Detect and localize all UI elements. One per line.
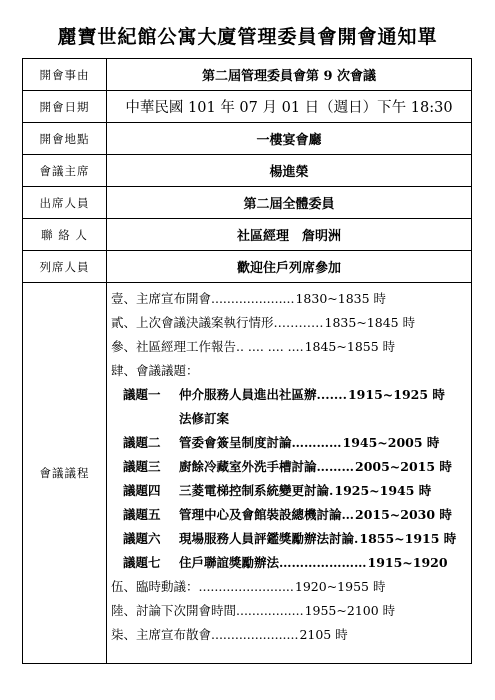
agenda-issue-continuation [111,409,471,433]
leader-dots: ………………… [279,555,367,570]
field-value-date: 中華民國 101 年 07 月 01 日（週日）下午 18:30 [107,91,472,123]
agenda-item-text: 壹、主席宣布開會 [111,291,212,306]
leader-dots: ………… [273,315,324,330]
field-label-observers: 列席人員 [23,251,107,283]
leader-dots: ………… [291,435,342,450]
issue-text: 仲介服務人員進出社區辦 [179,387,317,402]
agenda-issue [111,553,471,577]
table-row [23,123,472,155]
agenda-item-time: 1845~1855 時 [304,339,396,354]
issue-time: 1855~1915 時 [359,531,457,546]
agenda-issue [111,433,471,457]
table-row [23,283,472,664]
leader-dots: . [354,531,359,546]
issue-label: 議題一 [123,387,161,402]
field-label-attendees: 出席人員 [23,187,107,219]
leader-dots: ....... [316,387,347,402]
field-value-observers: 歡迎住戶列席參加 [107,251,472,283]
leader-dots: ................. [236,603,304,618]
issue-text: 管委會簽呈制度討論 [179,435,292,450]
field-value-contact: 社區經理 詹明洲 [107,219,472,251]
issue-time: 2015~2030 時 [355,507,452,522]
agenda-issue [111,481,471,505]
agenda-item [111,313,471,337]
agenda-item [111,601,471,625]
agenda-item [111,577,471,601]
issue-label: 議題二 [123,435,161,450]
issue-label: 議題七 [123,555,161,570]
issue-text: 管理中心及會館裝設總機討論 [179,507,342,522]
table-row [23,59,472,91]
agenda-item-text: 肆、會議議題： [111,363,199,378]
agenda-item-time: 1955~2100 時 [304,603,396,618]
page-title: 麗寶世紀館公寓大廈管理委員會開會通知單 [57,26,438,48]
leader-dots: . [329,483,334,498]
field-label-subject: 開會事由 [23,59,107,91]
field-label-agenda: 會議議程 [23,283,107,664]
leader-dots: .. .... .... .... [236,339,304,354]
agenda-item-time: 1920~1955 時 [294,579,386,594]
field-label-location: 開會地點 [23,123,107,155]
agenda-issue [111,457,471,481]
table-row [23,251,472,283]
issue-time: 1945~2005 時 [342,435,440,450]
field-value-attendees: 第二屆全體委員 [107,187,472,219]
field-label-contact: 聯 絡 人 [23,219,107,251]
issue-label: 議題五 [123,507,161,522]
agenda-item [111,337,471,361]
leader-dots: ........................ [198,579,294,594]
issue-time: 1915~1925 時 [347,387,445,402]
agenda-item-time: 2105 時 [299,627,348,642]
agenda-item-text: 陸、討論下次開會時間 [111,603,237,618]
issue-label: 議題六 [123,531,161,546]
issue-label: 議題四 [123,483,161,498]
agenda-item-text: 貳、上次會議決議案執行情形 [111,315,274,330]
agenda-item [111,361,471,385]
issue-time: 1915~1920 [367,555,448,570]
leader-dots: ……… [316,459,355,474]
agenda-item-time: 1830~1835 時 [295,291,387,306]
issue-text: 三菱電梯控制系統變更討論 [179,483,330,498]
agenda-item-text: 柒、主席宣布散會 [111,627,212,642]
agenda-cell [107,283,472,664]
leader-dots: … [341,507,355,522]
field-value-chair: 楊進榮 [107,155,472,187]
agenda-item-text: 伍、臨時動議： [111,579,199,594]
agenda-item-time: 1835~1845 時 [324,315,416,330]
field-label-date: 開會日期 [23,91,107,123]
issue-text-continued: 法修訂案 [179,411,230,426]
leader-dots: ...................... [211,627,299,642]
notice-table [22,58,472,664]
table-row [23,155,472,187]
agenda-list [107,283,471,649]
issue-text: 廚餘冷藏室外洗手槽討論 [179,459,317,474]
agenda-issue [111,529,471,553]
issue-time: 2005~2015 時 [355,459,452,474]
issue-text: 住戶聯誼獎勵辦法 [179,555,280,570]
table-row [23,187,472,219]
agenda-issue [111,385,471,409]
agenda-issue [111,505,471,529]
field-label-chair: 會議主席 [23,155,107,187]
agenda-item [111,625,471,649]
issue-time: 1925~1945 時 [334,483,432,498]
table-row [23,91,472,123]
field-value-location: 一樓宴會廳 [107,123,472,155]
table-row [23,219,472,251]
agenda-item [111,289,471,313]
leader-dots: ..................... [211,291,295,306]
issue-text: 現場服務人員評鑑獎勵辦法討論 [179,531,355,546]
agenda-item-text: 參、社區經理工作報告 [111,339,237,354]
issue-label: 議題三 [123,459,161,474]
field-value-subject: 第二屆管理委員會第 9 次會議 [107,59,472,91]
